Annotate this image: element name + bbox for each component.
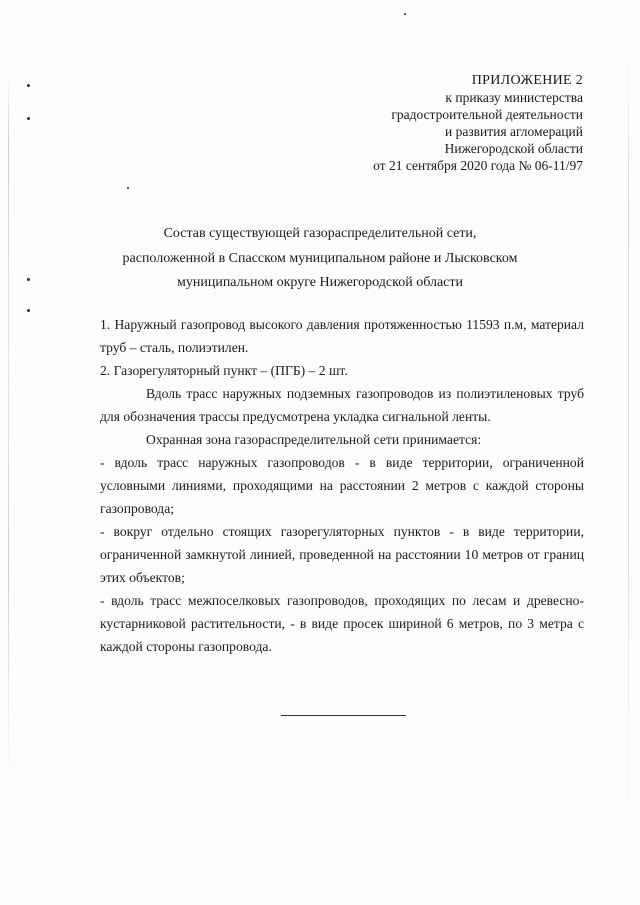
end-divider	[281, 715, 406, 716]
ministry-line-2: и развития агломераций	[444, 124, 583, 139]
bullet-regulator-zone: - вокруг отдельно стоящих газорегуляторных пунктов - в виде территории, ограниченной замкнутой линией, проведенной на расстоянии 10 метров от границ этих объектов;	[100, 524, 584, 585]
appendix-header	[373, 72, 583, 174]
scan-speck	[404, 13, 406, 15]
document-title	[80, 222, 560, 296]
order-date-number: от 21 сентября 2020 года № 06-11/97	[373, 158, 583, 173]
punch-dot	[27, 117, 30, 120]
scan-speck	[127, 187, 129, 189]
bullet-forest-clearing: - вдоль трасс межпоселковых газопроводов, проходящих по лесам и древесно-кустарниковой растительности, - в виде просек шириной 6 метров, по 3 метра с каждой стороны газопровода.	[100, 593, 584, 654]
punch-dot	[27, 84, 30, 87]
scan-edge-right	[628, 40, 629, 860]
ministry-line-1: градостроительной деятельности	[391, 107, 583, 122]
region-line: Нижегородской области	[444, 141, 583, 156]
paragraph-signal-tape: Вдоль трасс наружных подземных газопроводов из полиэтиленовых труб для обозначения трассы предусмотрена укладка сигнальной ленты.	[100, 386, 584, 424]
title-line-3: муниципальном округе Нижегородской области	[176, 275, 463, 290]
paragraph-protection-zone: Охранная зона газораспределительной сети принимается:	[146, 432, 482, 447]
scan-edge-left	[8, 70, 9, 790]
punch-dot	[27, 278, 30, 281]
item-regulator-point: 2. Газорегуляторный пункт – (ПГБ) – 2 шт.	[100, 363, 348, 378]
document-body	[100, 313, 584, 658]
appendix-label: ПРИЛОЖЕНИЕ 2	[471, 73, 583, 88]
title-line-2: расположенной в Спасском муниципальном районе и Лысковском	[122, 250, 518, 266]
punch-dot	[27, 309, 30, 312]
item-pipeline: 1. Наружный газопровод высокого давления протяженностью 11593 п.м, материал труб – сталь, полиэтилен.	[100, 317, 584, 355]
title-line-1: Состав существующей газораспределительной сети,	[163, 226, 477, 241]
bullet-pipeline-zone: - вдоль трасс наружных газопроводов - в виде территории, ограниченной условными линиями, проходящими на расстоянии 2 метров с каждой стороны газопровода;	[100, 455, 584, 516]
order-ref-line: к приказу министерства	[445, 90, 583, 105]
